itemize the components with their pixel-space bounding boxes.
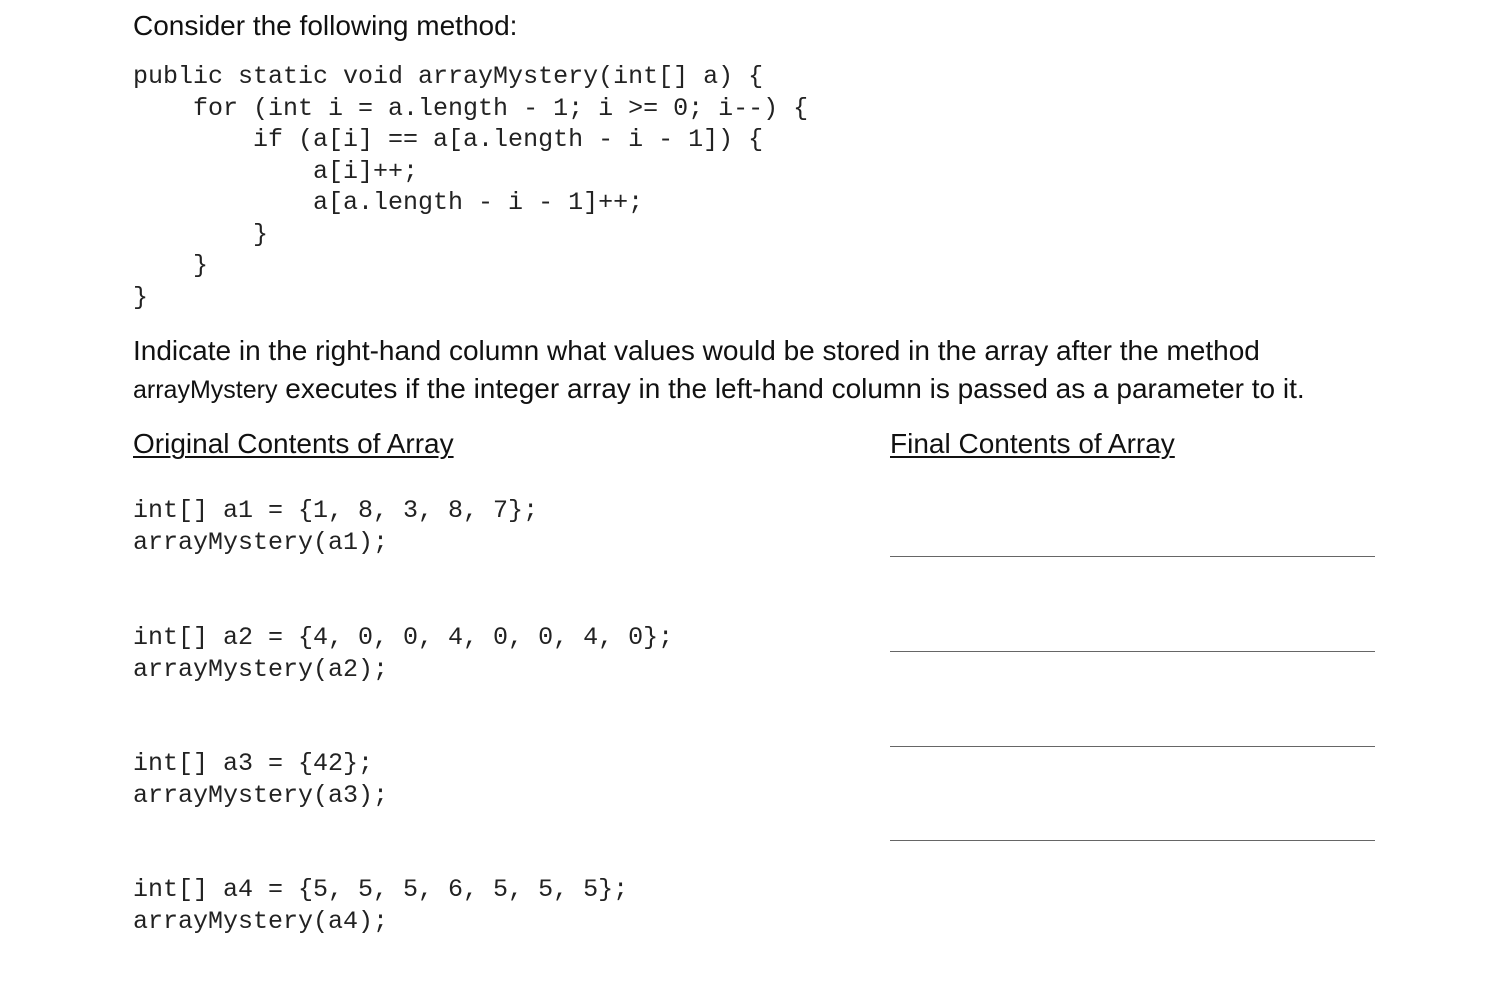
method-code-line: a[i]++; [133,156,419,186]
method-call: arrayMystery(a3); [133,781,389,810]
method-code-line: if (a[i] == a[a.length - i - 1]) { [133,125,764,154]
array-declaration: int[] a1 = {1, 8, 3, 8, 7}; [133,496,539,525]
problem-code-block-a4 [133,874,628,938]
array-declaration: int[] a3 = {42}; [133,749,374,778]
method-call: arrayMystery(a1); [133,528,389,557]
answer-line-a1[interactable] [890,556,1375,557]
problem-code-block-a3 [133,748,388,812]
answer-line-a3[interactable] [890,746,1375,747]
intro-text: Consider the following method: [133,10,518,41]
inline-method-name: arrayMystery [133,376,278,404]
method-code-block [133,61,808,313]
method-call: arrayMystery(a4); [133,907,389,936]
final-contents-heading: Final Contents of Array [890,428,1175,459]
answer-line-a4[interactable] [890,840,1375,841]
method-code-line: for (int i = a.length - 1; i >= 0; i--) { [133,93,809,123]
array-declaration: int[] a4 = {5, 5, 5, 6, 5, 5, 5}; [133,875,629,904]
answer-line-a2[interactable] [890,651,1375,652]
method-code-line: a[a.length - i - 1]++; [133,188,644,217]
problem-code-block-a1 [133,495,538,559]
instruction-line-2 [133,370,1433,409]
array-declaration: int[] a2 = {4, 0, 0, 4, 0, 0, 4, 0}; [133,623,674,652]
instructions-paragraph [133,332,1433,409]
method-code-line: } [133,282,149,312]
method-code-line: public static void arrayMystery(int[] a) { [133,62,764,91]
instruction-line-1: Indicate in the right-hand column what values would be stored in the array after the method [133,335,1260,366]
method-call: arrayMystery(a2); [133,655,389,684]
problem-code-block-a2 [133,622,673,686]
method-code-line: } [133,251,209,280]
original-contents-heading: Original Contents of Array [133,428,454,459]
method-code-line: } [133,219,269,249]
instruction-line-2-rest: executes if the integer array in the left-hand column is passed as a parameter to it. [277,373,1305,404]
